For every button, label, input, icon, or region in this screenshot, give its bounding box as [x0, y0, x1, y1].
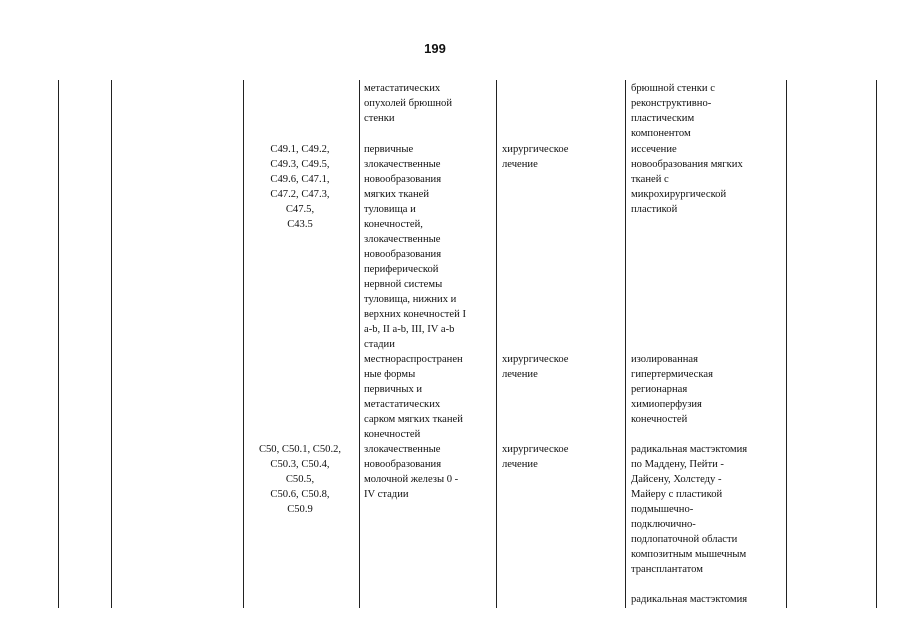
codes-cell: C49.1, C49.2, C49.3, C49.5, C49.6, C47.1, C47.2, C47.3, C47.5, C43.5: [270, 144, 330, 230]
column-divider: [786, 80, 787, 608]
column-divider: [625, 80, 626, 608]
column-divider: [359, 80, 360, 608]
treatment-cell: хирургическое лечение: [502, 144, 569, 170]
method-cell: изолированная гипертермическая регионарная химиоперфузия конечностей: [631, 354, 713, 425]
diagnosis-cell: злокачественные новообразования молочной железы 0 - IV стадии: [364, 444, 459, 500]
method-cell: иссечение новообразования мягких тканей с микрохирургической пластикой: [631, 144, 743, 215]
codes-cell: C50, C50.1, C50.2, C50.3, C50.4, C50.5, C50.6, C50.8, C50.9: [258, 444, 342, 515]
column-divider: [496, 80, 497, 608]
method-cell: брюшной стенки с реконструктивно- пластическим компонентом: [631, 83, 715, 139]
column-divider: [876, 80, 877, 608]
treatment-cell: хирургическое лечение: [502, 444, 569, 470]
diagnosis-cell: первичные злокачественные новообразования мягких тканей туловища и конечностей, злокачественные новообразования периферической нервной системы туловища, нижних и верхних конечностей I a-b, II a-b, III, IV a-b стадии: [364, 144, 466, 350]
column-divider: [58, 80, 59, 608]
method-cell: радикальная мастэктомия по Маддену, Пейти - Дайсену, Холстеду - Майеру с пластикой подмышечно- подключично- подлопаточной области композитным мышечным трансплантатом: [631, 444, 748, 575]
method-cell: радикальная мастэктомия: [631, 594, 748, 605]
column-divider: [111, 80, 112, 608]
treatment-cell: хирургическое лечение: [502, 354, 569, 380]
diagnosis-cell: местнораспространен ные формы первичных и метастатических сарком мягких тканей конечностей: [364, 354, 463, 440]
page-number: 199: [424, 41, 446, 56]
diagnosis-cell: метастатических опухолей брюшной стенки: [364, 83, 453, 124]
